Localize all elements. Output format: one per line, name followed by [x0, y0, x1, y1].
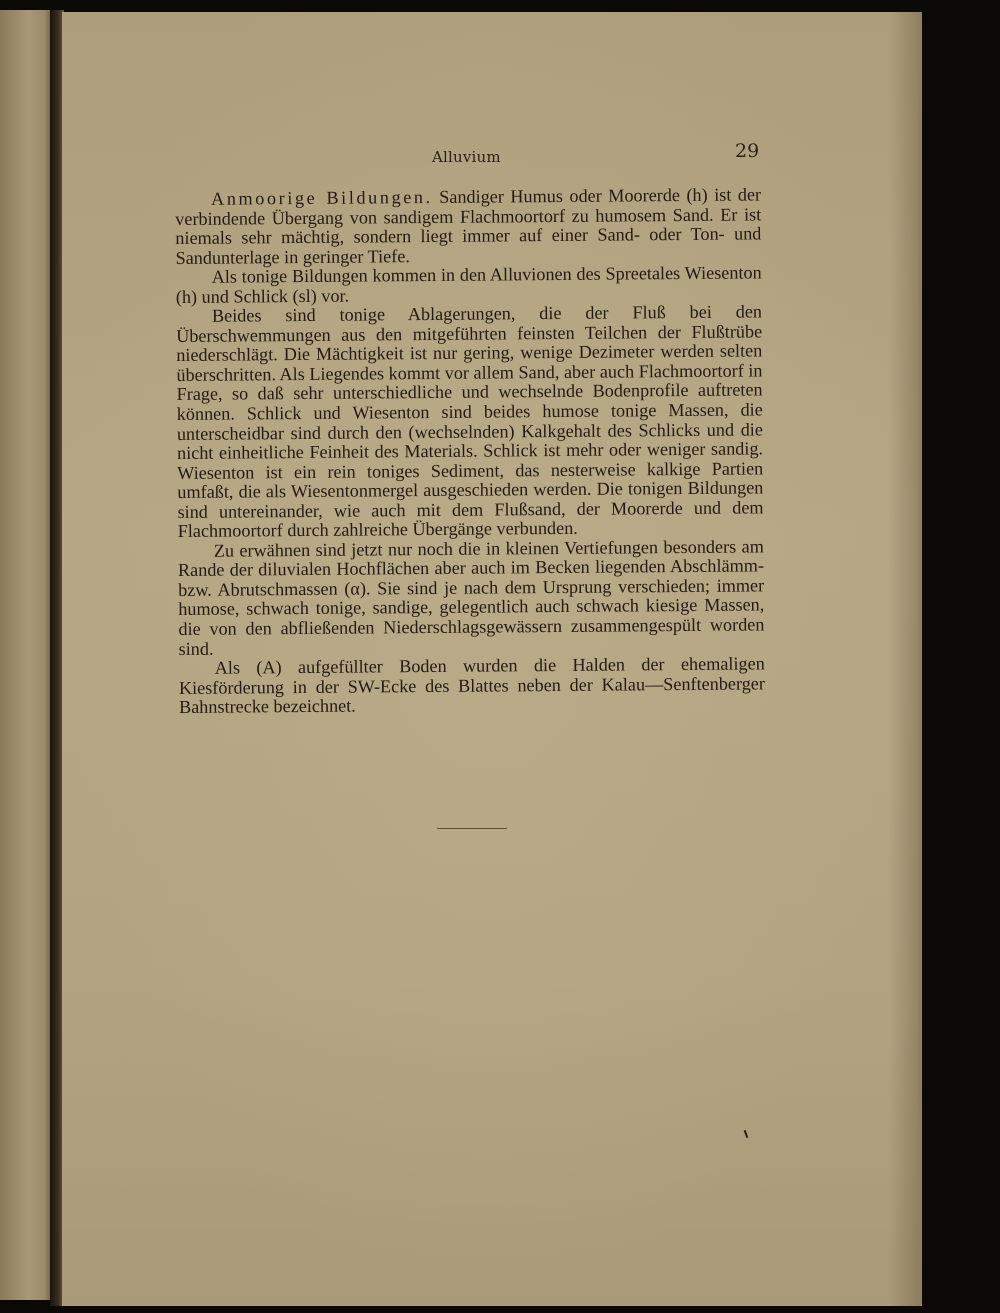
- end-rule: [437, 828, 507, 829]
- page-edge-shadow: [888, 12, 918, 1306]
- paragraph-anmoorige-bildungen: [175, 185, 762, 268]
- section-lead-heading: Anmoorige Bildungen.: [210, 186, 433, 209]
- paragraph-text: Sandiger Humus oder Moorerde (h) ist der verbindende Übergang von sandigem Flachmoortorf zu humosem Sand. Er ist niemals sehr mächtig, sondern liegt immer auf einer Sand- oder Ton- und Sandunterlage in geringer Tiefe.: [175, 184, 762, 268]
- paragraph-abschlaemmmassen: Zu erwähnen sind jetzt nur noch die in kleinen Vertiefungen besonders am Rande der diluvialen Hochflächen aber auch im Becken liegenden Abschlämm- bzw. Abrutschmassen (α). Sie sind je nach dem Ursprung verschieden; immer humose, schwach tonige, sandige, gelegentlich auch schwach kiesige Massen, die von den abfließenden Niederschlagsgewässern zusammengespült worden sind.: [177, 536, 765, 659]
- previous-page-edge: [0, 10, 52, 1300]
- body-text: [175, 185, 765, 717]
- paper-speck: [744, 1130, 749, 1138]
- paragraph-tonige-bildungen: Als tonige Bildungen kommen in den Alluvionen des Spreetales Wiesenton (h) und Schlick (sl) vor.: [175, 262, 762, 307]
- book-page: [62, 12, 922, 1306]
- page-number: 29: [735, 140, 760, 162]
- paragraph-aufgefuellter-boden: Als (A) aufgefüllter Boden wurden die Halden der ehemaligen Kiesförderung in der SW-Ecke des Blattes neben der Kalau—Senftenberger Bahnstrecke bezeichnet.: [178, 653, 765, 718]
- paragraph-schlick-wiesenton: Beides sind tonige Ablagerungen, die der Fluß bei den Überschwemmungen aus den mitgeführten feinsten Teilchen der Flußtrübe niederschlägt. Die Mächtigkeit ist nur gering, wenige Dezimeter werden selten überschritten. Als Liegendes kommt vor allem Sand, aber auch Flachmoortorf in Frage, so daß sehr unterschiedliche und wechselnde Bodenprofile auftreten können. Schlick und Wiesenton sind beides humose tonige Massen, die unterscheidbar sind durch den (wechselnden) Kalkgehalt des Schlicks und die nicht einheitliche Feinheit des Materials. Schlick ist mehr oder weniger sandig. Wiesenton ist ein rein toniges Sediment, das nesterweise kalkige Partien umfaßt, die als Wiesentonmergel ausgeschieden werden. Die tonigen Bildungen sind untereinander, wie auch mit dem Flußsand, der Moorerde und dem Flachmoortorf durch zahlreiche Übergänge verbunden.: [176, 301, 764, 542]
- running-title: Alluvium: [432, 148, 501, 166]
